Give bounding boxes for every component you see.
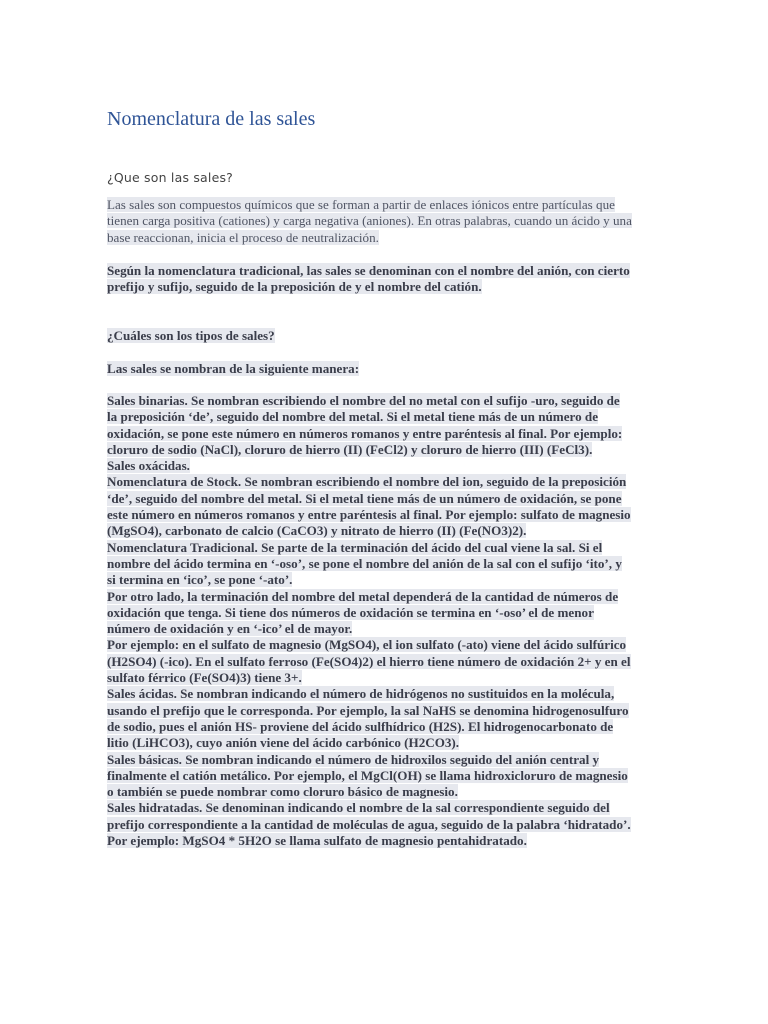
nomenclature-line: prefijo y sufijo, seguido de la preposición de y el nombre del catión. <box>107 279 482 295</box>
body-line: número de oxidación y en ‘-ico’ el de mayor. <box>107 621 353 637</box>
body-line: oxidación, se pone este número en números romanos y entre paréntesis al final. Por ejemplo: <box>107 425 623 441</box>
body-line: Sales ácidas. Se nombran indicando el número de hidrógenos no sustituidos en la molécula, <box>107 686 615 702</box>
nomenclature-line: Según la nomenclatura tradicional, las sales se denominan con el nombre del anión, con cierto <box>107 263 630 278</box>
section-subtitle: ¿Que son las sales? <box>107 170 234 185</box>
body-line: Por ejemplo: en el sulfato de magnesio (MgSO4), el ion sulfato (-ato) viene del ácido sulfúrico <box>107 637 627 653</box>
body-line: Sales básicas. Se nombran indicando el número de hidroxilos seguido del anión central y <box>107 751 600 767</box>
body-line: la preposición ‘de’, seguido del nombre del metal. Si el metal tiene más de un número de <box>107 409 599 425</box>
body-line: nombre del ácido termina en ‘-oso’, se pone el nombre del anión de la sal con el sufijo ‘ito’, y <box>107 555 622 571</box>
nomenclature-paragraph <box>107 263 667 296</box>
body-line: finalmente el catión metálico. Por ejemplo, el MgCl(OH) se llama hidroxicloruro de magnesio <box>107 767 628 783</box>
page-title: Nomenclatura de las sales <box>107 108 316 130</box>
body-line: este número en números romanos y entre paréntesis al final. Por ejemplo: sulfato de magnesio <box>107 507 631 523</box>
body-line: o también se puede nombrar como cloruro básico de magnesio. <box>107 784 458 800</box>
body-line: (MgSO4), carbonato de calcio (CaCO3) y nitrato de hierro (II) (Fe(NO3)2). <box>107 523 527 539</box>
body-line: cloruro de sodio (NaCl), cloruro de hierro (II) (FeCl2) y cloruro de hierro (III) (FeCl3). <box>107 441 593 457</box>
body-line: Por ejemplo: MgSO4 * 5H2O se llama sulfato de magnesio pentahidratado. <box>107 833 527 849</box>
body-line: usando el prefijo que le corresponda. Por ejemplo, la sal NaHS se denomina hidrogenosulfuro <box>107 702 629 718</box>
body-line: litio (LiHCO3), cuyo anión viene del ácido carbónico (H2CO3). <box>107 735 460 751</box>
types-heading-text: ¿Cuáles son los tipos de sales? <box>107 328 275 343</box>
intro-line: base reaccionan, inicia el proceso de neutralización. <box>107 229 379 245</box>
body-line: Nomenclatura Tradicional. Se parte de la terminación del ácido del cual viene la sal. Si el <box>107 539 603 555</box>
body-line: Nomenclatura de Stock. Se nombran escribiendo el nombre del ion, seguido de la preposición <box>107 474 627 490</box>
intro-line: Las sales son compuestos químicos que se forman a partir de enlaces iónicos entre partículas que <box>107 197 615 212</box>
naming-heading <box>107 361 667 377</box>
body-line: de sodio, pues el anión HS- proviene del ácido sulfhídrico (H2S). El hidrogenocarbonato de <box>107 718 614 734</box>
body-line: si termina en ‘ico’, se pone ‘-ato’. <box>107 572 293 588</box>
intro-paragraph <box>107 197 667 246</box>
body-line: (H2SO4) (-ico). En el sulfato ferroso (Fe(SO4)2) el hierro tiene número de oxidación 2+ y en el <box>107 653 631 669</box>
salt-types-body <box>107 393 667 849</box>
body-line: Sales binarias. Se nombran escribiendo el nombre del no metal con el sufijo -uro, seguido de <box>107 393 620 408</box>
body-line: prefijo correspondiente a la cantidad de moléculas de agua, seguido de la palabra ‘hidratado’. <box>107 816 631 832</box>
body-line: Por otro lado, la terminación del nombre del metal dependerá de la cantidad de números de <box>107 588 619 604</box>
body-line: ‘de’, seguido del nombre del metal. Si el metal tiene más de un número de oxidación, se pone <box>107 490 622 506</box>
types-heading <box>107 328 667 344</box>
body-line: oxidación que tenga. Si tiene dos números de oxidación se termina en ‘-oso’ el de menor <box>107 604 594 620</box>
body-line: Sales hidratadas. Se denominan indicando el nombre de la sal correspondiente seguido del <box>107 800 610 816</box>
intro-line: tienen carga positiva (cationes) y carga negativa (aniones). En otras palabras, cuando un ácido y una <box>107 213 632 229</box>
body-line: sulfato férrico (Fe(SO4)3) tiene 3+. <box>107 670 302 686</box>
naming-heading-text: Las sales se nombran de la siguiente manera: <box>107 361 360 376</box>
body-line: Sales oxácidas. <box>107 458 190 474</box>
